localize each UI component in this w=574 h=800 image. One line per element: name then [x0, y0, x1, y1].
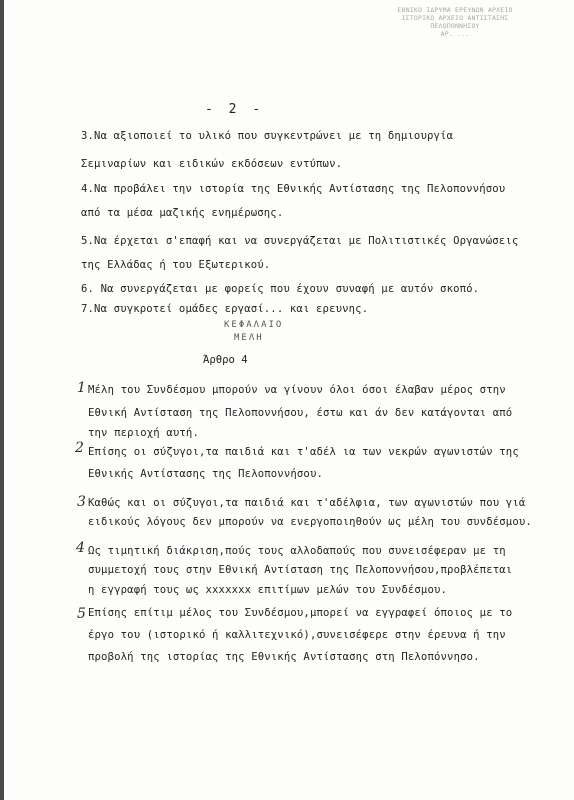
chapter-heading: ΚΕΦΑΛΑΙΟ: [224, 320, 284, 330]
article-line: Εθνικής Αντίστασης της Πελοποννήσου.: [88, 468, 324, 480]
article-line: Επίσης οι σύζυγοι,τα παιδιά και τ'αδέλ ια των νεκρών αγωνιστών της: [88, 446, 519, 458]
scan-edge: [0, 0, 4, 800]
handwritten-number: 1: [77, 380, 86, 396]
article-line: Ως τιμητική διάκριση,πούς τους αλλοδαπούς που συνεισέφεραν με τη: [88, 545, 506, 557]
chapter-subheading: ΜΕΛΗ: [234, 333, 264, 343]
goal-line: της Ελλάδας ή του Εξωτερικού.: [81, 259, 271, 271]
handwritten-number: 3: [77, 494, 86, 510]
article-line: την περιοχή αυτή.: [88, 427, 199, 439]
stamp-line-1: ΕΘΝΙΚΟ ΙΔΡΥΜΑ ΕΡΕΥΝΩΝ ΑΡΧΕΙΟ: [397, 6, 513, 14]
goal-line: 3.Να αξιοποιεί το υλικό που συγκεντρώνει με τη δημιουργία: [81, 130, 454, 142]
article-line: Επίσης επίτιμ μέλος του Συνδέσμου,μπορεί να εγγραφεί όποιος με το: [88, 607, 513, 619]
article-line: Καθώς και οι σύζυγοι,τα παιδιά και τ'αδέλφια, των αγωνιστών που γιά: [88, 497, 526, 509]
article-line: προβολή της ιστορίας της Εθνικής Αντίστασης στη Πελοπόννησο.: [88, 651, 480, 663]
goal-line: Σεμιναρίων και ειδικών εκδόσεων εντύπων.: [81, 158, 343, 170]
stamp-line-2: ΙΣΤΟΡΙΚΟ ΑΡΧΕΙΟ ΑΝΤΙΣΤΑΣΗΣ: [401, 14, 509, 22]
handwritten-number: 5: [77, 606, 86, 622]
page-number: - 2 -: [205, 102, 265, 117]
goal-line: 4.Να προβάλει την ιστορία της Εθνικής Αντίστασης της Πελοποννήσου: [81, 183, 506, 195]
article-title: Άρθρο 4: [203, 354, 248, 366]
archive-stamp: [345, 6, 565, 68]
article-line: Εθνική Αντίσταση της Πελοποννήσου, έστω και άν δεν κατάγονται από: [88, 407, 513, 419]
goal-line: από τα μέσα μαζικής ενημέρωσης.: [81, 207, 284, 219]
handwritten-number: 2: [75, 440, 84, 456]
article-line: η εγγραφή τους ως xxxxxxx επιτίμων μελών του Συνδέσμου.: [88, 584, 448, 596]
handwritten-number: 4: [76, 540, 85, 556]
goal-line: 6. Να συνεργάζεται με φορείς που έχουν συναφή με αυτόν σκοπό.: [81, 283, 480, 295]
stamp-line-3: ΠΕΛΟΠΟΝΝΗΣΟΥ: [430, 22, 480, 30]
article-line: έργο του (ιστορικό ή καλλιτεχνικό),συνεισέφερε στην έρευνα ή την: [88, 629, 506, 641]
article-line: ειδικούς λόγους δεν μπορούν να ενεργοποιηθούν ως μέλη του συνδέσμου.: [88, 516, 532, 528]
article-line: Μέλη του Συνδέσμου μπορούν να γίνουν όλοι όσοι έλαβαν μέρος στην: [88, 384, 506, 396]
article-line: συμμετοχή τους στην Εθνική Αντίσταση της Πελοποννήσου,προβλέπεται: [88, 564, 513, 576]
goal-line: 7.Να συγκροτεί ομάδες εργασί... και ερευνης.: [81, 303, 369, 315]
stamp-line-4: ΑΡ. ...: [440, 30, 470, 38]
goal-line: 5.Να έρχεται σ'επαφή και να συνεργάζεται με Πολιτιστικές Οργανώσεις: [81, 235, 519, 247]
